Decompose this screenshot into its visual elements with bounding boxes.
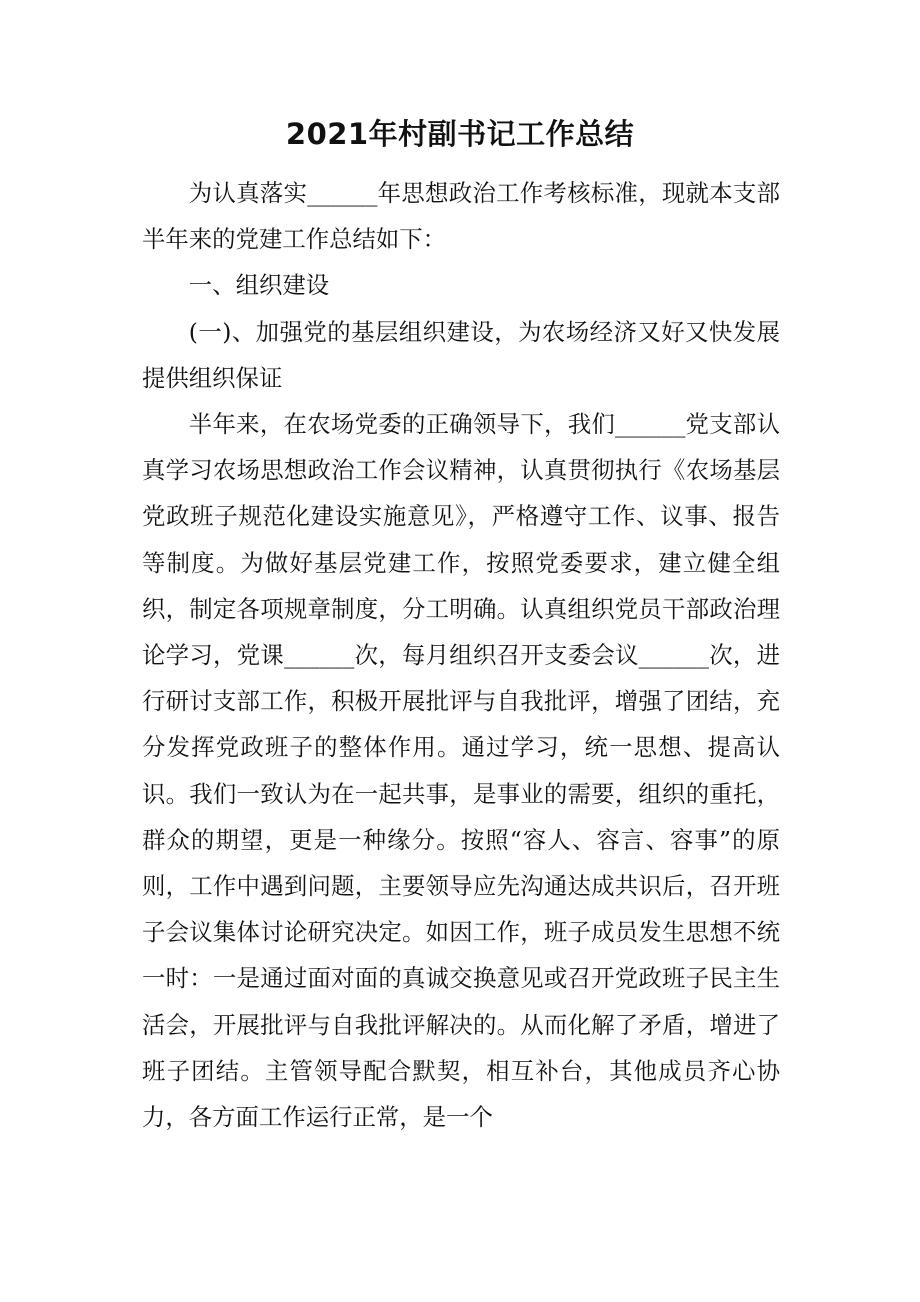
document-body bbox=[142, 170, 780, 1140]
section-heading-organization: 一、组织建设 bbox=[188, 271, 330, 300]
document-title: 2021年村副书记工作总结 bbox=[285, 117, 635, 151]
paragraph-main: 半年来，在农场党委的正确领导下，我们______党支部认真学习农场思想政治工作会议精神，认真贯彻执行《农场基层党政班子规范化建设实施意见》，严格遵守工作、议事、报告等制度。为做好基层党建工作，按照党委要求，建立健全组织，制定各项规章制度，分工明确。认真组织党员干部政治理论学习，党课______次，每月组织召开支委会议______次，进行研讨支部工作，积极开展批评与自我批评，增强了团结，充分发挥党政班子的整体作用。通过学习，统一思想、提高认识。我们一致认为在一起共事，是事业的需要，组织的重托，群众的期望，更是一种缘分。按照“容人、容言、容事”的原则，工作中遇到问题，主要领导应先沟通达成共识后，召开班子会议集体讨论研究决定。如因工作，班子成员发生思想不统一时：一是通过面对面的真诚交换意见或召开党政班子民主生活会，开展批评与自我批评解决的。从而化解了矛盾，增进了班子团结。主管领导配合默契，相互补台，其他成员齐心协力，各方面工作运行正常，是一个 bbox=[142, 410, 780, 1132]
subsection-heading: (一)、加强党的基层组织建设，为农场经济又好又快发展提供组织保证 bbox=[142, 317, 780, 392]
paragraph-intro: 为认真落实______年思想政治工作考核标准，现就本支部半年来的党建工作总结如下： bbox=[142, 179, 780, 254]
